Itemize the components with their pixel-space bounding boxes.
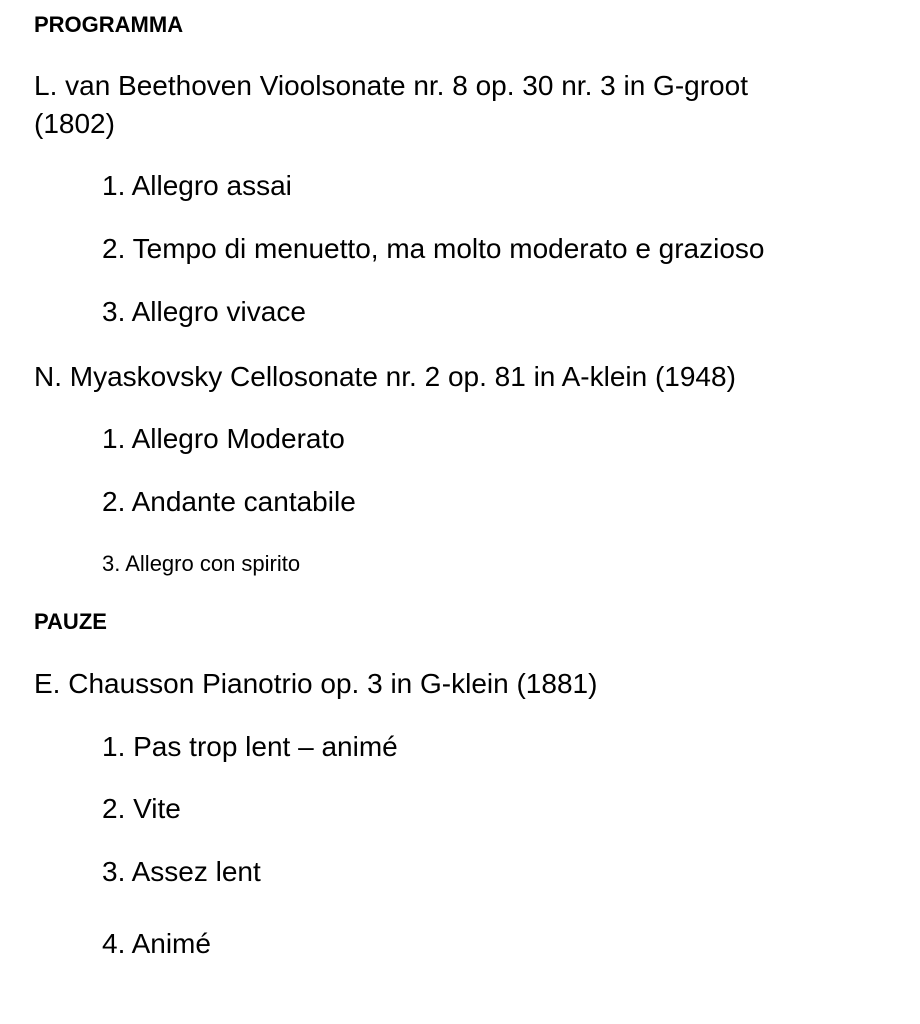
movement-item: 3. Assez lent — [102, 856, 261, 887]
work-title: L. van Beethoven Vioolsonate nr. 8 op. 30 nr. 3 in G-groot — [34, 70, 748, 101]
movement-item: 2. Andante cantabile — [102, 486, 356, 517]
movement-item: 1. Allegro Moderato — [102, 423, 345, 454]
movement-item: 3. Allegro con spirito — [102, 551, 301, 576]
movement-item: 2. Tempo di menuetto, ma molto moderato e grazioso — [102, 233, 765, 264]
movement-item: 1. Pas trop lent – animé — [102, 731, 398, 762]
work-title: E. Chausson Pianotrio op. 3 in G-klein (1881) — [34, 668, 598, 699]
work-title: N. Myaskovsky Cellosonate nr. 2 op. 81 in A-klein (1948) — [34, 361, 736, 392]
movement-item: 3. Allegro vivace — [102, 296, 306, 327]
movement-item: 2. Vite — [102, 793, 181, 824]
movement-item: 4. Animé — [102, 928, 211, 959]
program-heading: PROGRAMMA — [34, 12, 184, 37]
intermission-heading: PAUZE — [34, 609, 107, 634]
work-title-continued: (1802) — [34, 108, 115, 139]
movement-item: 1. Allegro assai — [102, 170, 292, 201]
